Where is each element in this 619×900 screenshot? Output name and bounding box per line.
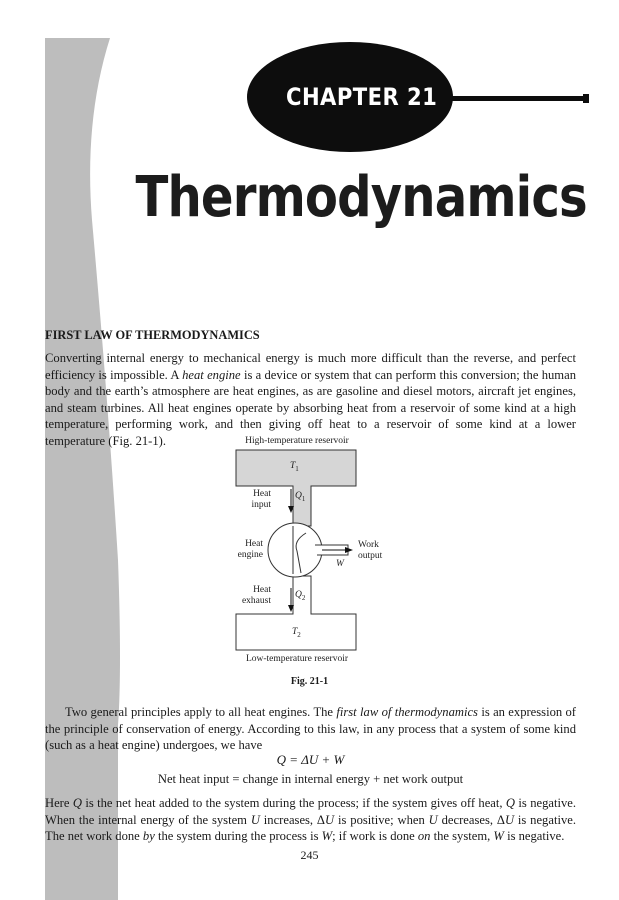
chapter-rule — [451, 96, 589, 101]
heat-engine-diagram — [227, 433, 397, 691]
chapter-title: Thermodynamics — [135, 165, 587, 230]
heat-input-label: Heat input — [251, 489, 271, 510]
low-temp-reservoir-label: Low-temperature reservoir — [245, 654, 349, 664]
paragraph-definitions: Here Q is the net heat added to the system during the process; if the system gives off heat, Q is negative. When the internal energy of the system U increases, ΔU is positive; when U decreases, ΔU is negative. The net work done by the system during the process is W; if work is done on the system, W is negative. — [45, 796, 576, 843]
figure-caption: Fig. 21-1 — [290, 676, 329, 687]
heat-exhaust-label: Heat exhaust — [241, 585, 271, 606]
q1-label: $Q_1$ — [295, 491, 306, 503]
first-law-words: Net heat input = change in internal energy + net work output — [157, 772, 464, 786]
t1-label: $T_1$ — [290, 461, 299, 473]
w-label: W — [336, 559, 344, 569]
work-output-label: Work output — [358, 540, 383, 561]
high-temp-reservoir-label: High-temperature reservoir — [245, 436, 349, 446]
heat-engine-label: Heat engine — [237, 539, 263, 560]
q2-label: $Q_2$ — [295, 590, 306, 602]
chapter-rule-cap — [583, 94, 589, 103]
paragraph-intro: Converting internal energy to mechanical energy is much more difficult than the reverse, and perfect efficiency is impossible. A heat engine is a device or system that can perform this conversion; the human body and the earth’s atmosphere are heat engines, as are gasoline and diesel motors, aircraft jet engines, and steam turbines. All heat engines operate by absorbing heat from a reservoir of some kind at a high temperature, performing work, and then giving off heat to a reservoir of some kind at a lower temperature (Fig. 21-1). — [45, 351, 576, 448]
t2-label: $T_2$ — [292, 627, 301, 639]
chapter-label: CHAPTER 21 — [286, 83, 438, 111]
section-heading: FIRST LAW OF THERMODYNAMICS — [45, 328, 260, 342]
paragraph-first-law: Two general principles apply to all heat engines. The first law of thermodynamics is an expression of the principle of conservation of energy. According to this law, in any process that a system of some kind (such as a heat engine) undergoes, we have — [45, 705, 577, 752]
page-number: 245 — [300, 848, 319, 862]
first-law-equation: Q = ΔU + W — [276, 752, 345, 767]
